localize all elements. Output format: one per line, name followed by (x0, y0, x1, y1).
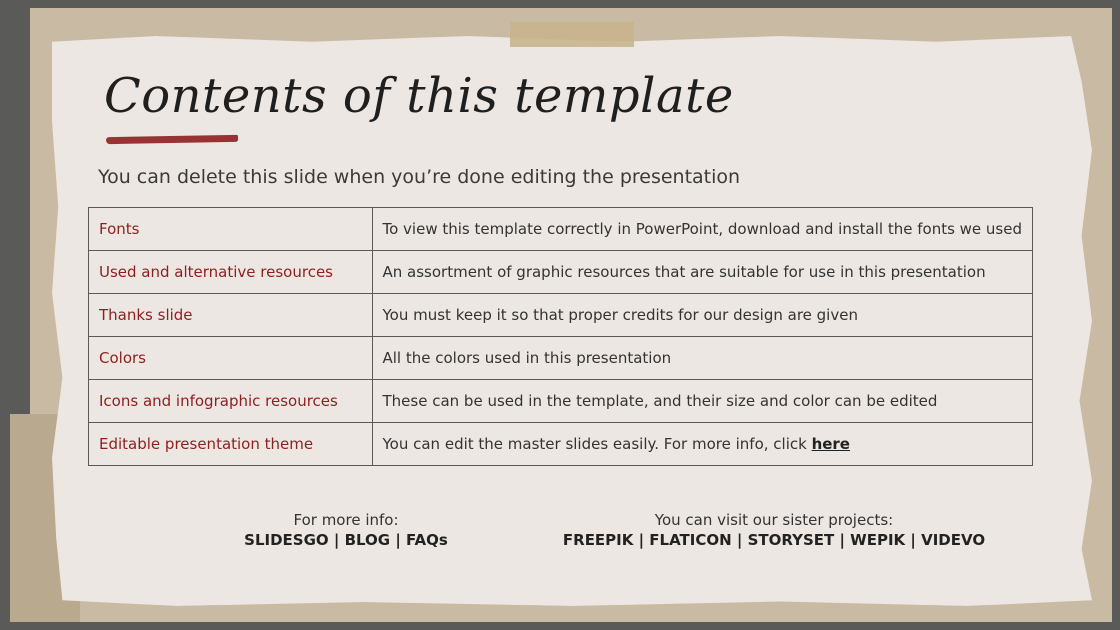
row-description: An assortment of graphic resources that are suitable for use in this presentation (372, 251, 1033, 294)
table-row (89, 337, 1033, 380)
footer-right-links[interactable]: FREEPIK | FLATICON | STORYSET | WEPIK | VIDEVO (562, 531, 986, 549)
here-link[interactable]: here (811, 435, 850, 453)
row-name: Colors (89, 337, 373, 380)
row-name: Editable presentation theme (89, 423, 373, 466)
row-description: These can be used in the template, and their size and color can be edited (372, 380, 1033, 423)
row-description: You must keep it so that proper credits for our design are given (372, 294, 1033, 337)
contents-table (88, 207, 1033, 466)
tape-strip (510, 22, 634, 47)
table-row (89, 251, 1033, 294)
footer-sister-projects (560, 510, 988, 550)
slide-subtitle: You can delete this slide when you’re done editing the presentation (98, 166, 741, 188)
footer-left-heading: For more info: (293, 511, 399, 529)
table-row (89, 294, 1033, 337)
table-row (89, 380, 1033, 423)
footer-more-info (200, 510, 492, 550)
row-description (372, 423, 1033, 466)
row-description-text: You can edit the master slides easily. For more info, click (382, 435, 812, 453)
table-row (89, 423, 1033, 466)
row-name: Icons and infographic resources (89, 380, 373, 423)
row-name: Fonts (89, 208, 373, 251)
footer-left-links[interactable]: SLIDESGO | BLOG | FAQs (244, 531, 448, 549)
row-description: To view this template correctly in PowerPoint, download and install the fonts we used (372, 208, 1033, 251)
row-name: Used and alternative resources (89, 251, 373, 294)
row-name: Thanks slide (89, 294, 373, 337)
row-description: All the colors used in this presentation (372, 337, 1033, 380)
table-row (89, 208, 1033, 251)
slide-title: Contents of this template (104, 68, 734, 124)
footer-right-heading: You can visit our sister projects: (654, 511, 894, 529)
